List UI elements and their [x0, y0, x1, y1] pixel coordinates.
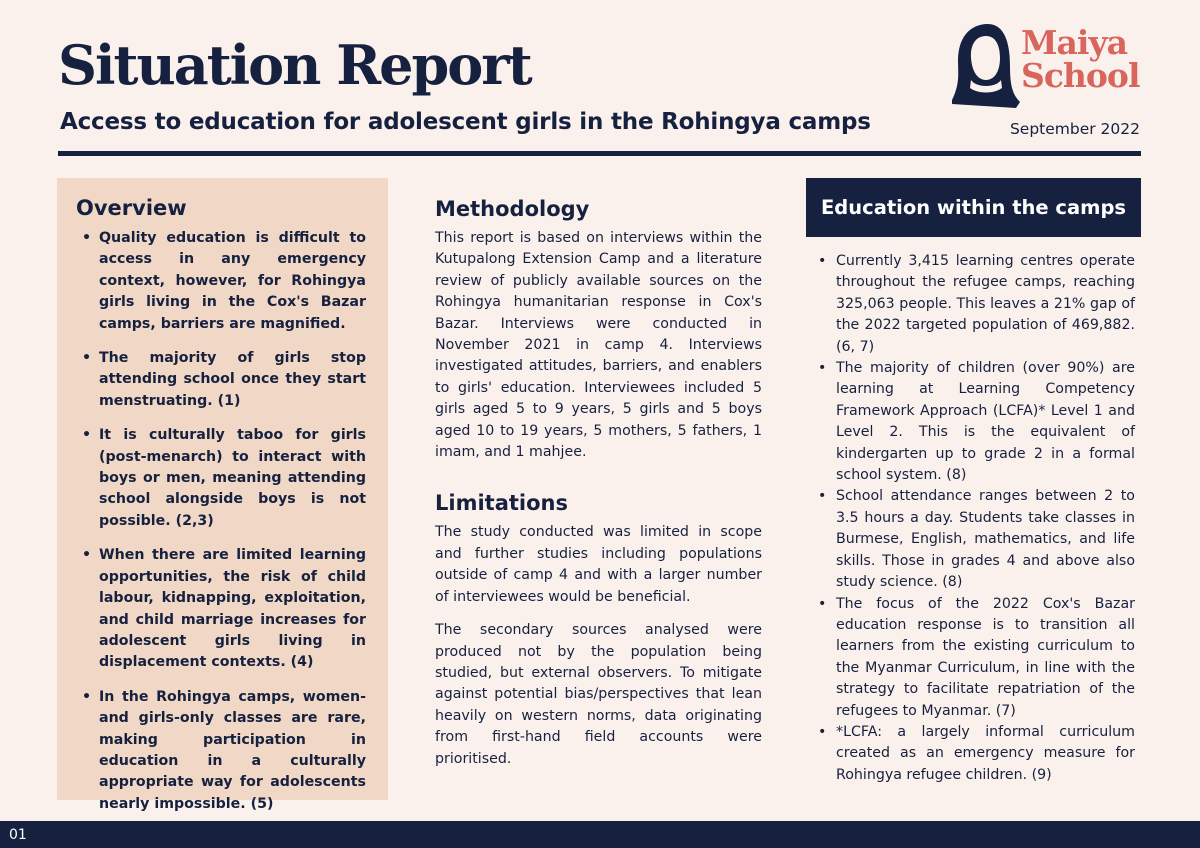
report-date: September 2022 — [1009, 120, 1140, 138]
education-column — [806, 178, 1141, 786]
list-item: • *LCFA: a largely informal curriculum created as an emergency measure for Rohingya refugee children. (9) — [814, 722, 1135, 786]
education-list — [806, 237, 1141, 786]
list-item: • The majority of girls stop attending school once they start menstruating. (1) — [76, 348, 366, 412]
education-heading: Education within the camps — [806, 178, 1141, 237]
maiya-school-logo — [950, 20, 1145, 110]
logo-line-1: Maiya — [1021, 23, 1128, 62]
list-item: • It is culturally taboo for girls (post-menarch) to interact with boys or men, meaning attending school alongside boys is not possible. (2,3) — [76, 425, 366, 532]
footer-bar — [0, 821, 1200, 848]
page-title: Situation Report — [58, 33, 531, 97]
logo-wordmark — [1021, 23, 1140, 95]
methodology-paragraph: This report is based on interviews within the Kutupalong Extension Camp and a literature review of publicly available sources on the Rohingya humanitarian response in Cox's Bazar. Interviews were conducted in November 2021 in camp 4. Interviews investigated attitudes, barriers, and enablers to girls' education. Interviewees included 5 girls aged 5 to 9 years, 5 girls and 5 boys aged 10 to 19 years, 5 mothers, 5 fathers, 1 imam, and 1 mahjee. — [435, 230, 762, 461]
list-item: • The focus of the 2022 Cox's Bazar education response is to transition all learners from the existing curriculum to the Myanmar Curriculum, in line with the strategy to facilitate repatriation of the refugees to Myanmar. (7) — [814, 594, 1135, 722]
methodology-heading: Methodology — [435, 197, 590, 221]
limitations-paragraph: The study conducted was limited in scope and further studies including populations outside of camp 4 and with a larger number of interviewees would be beneficial. — [435, 524, 762, 605]
methodology-limitations-column — [435, 192, 762, 770]
list-item: • When there are limited learning opportunities, the risk of child labour, kidnapping, exploitation, and child marriage increases for adolescent girls living in displacement contexts. (4) — [76, 545, 366, 673]
overview-list — [76, 228, 366, 815]
limitations-paragraph: The secondary sources analysed were produced not by the population being studied, but external observers. To mitigate against potential bias/perspectives that lean heavily on western norms, data originating from first-hand field accounts were prioritised. — [435, 622, 762, 767]
list-item: • In the Rohingya camps, women- and girls-only classes are rare, making participation in education in a culturally appropriate way for adolescents nearly impossible. (5) — [76, 687, 366, 815]
list-item: • The majority of children (over 90%) are learning at Learning Competency Framework Approach (LCFA)* Level 1 and Level 2. This is the equivalent of kindergarten up to grade 2 in a formal school system. (8) — [814, 358, 1135, 486]
overview-heading: Overview — [76, 196, 187, 220]
page-number: 01 — [9, 827, 27, 843]
logo-line-2: School — [1021, 56, 1140, 95]
woman-in-hijab-icon — [950, 20, 1022, 110]
page-subtitle: Access to education for adolescent girls in the Rohingya camps — [60, 109, 871, 135]
overview-panel — [57, 178, 388, 812]
limitations-heading: Limitations — [435, 491, 568, 516]
list-item: • Quality education is difficult to access in any emergency context, however, for Rohingya girls living in the Cox's Bazar camps, barriers are magnified. — [76, 228, 366, 335]
list-item: • School attendance ranges between 2 to 3.5 hours a day. Students take classes in Burmese, English, mathematics, and life skills. Those in grades 4 and above also study science. (8) — [814, 486, 1135, 593]
list-item: • Currently 3,415 learning centres operate throughout the refugee camps, reaching 325,063 people. This leaves a 21% gap of the 2022 targeted population of 469,882. (6, 7) — [814, 251, 1135, 358]
header-divider — [58, 151, 1141, 156]
